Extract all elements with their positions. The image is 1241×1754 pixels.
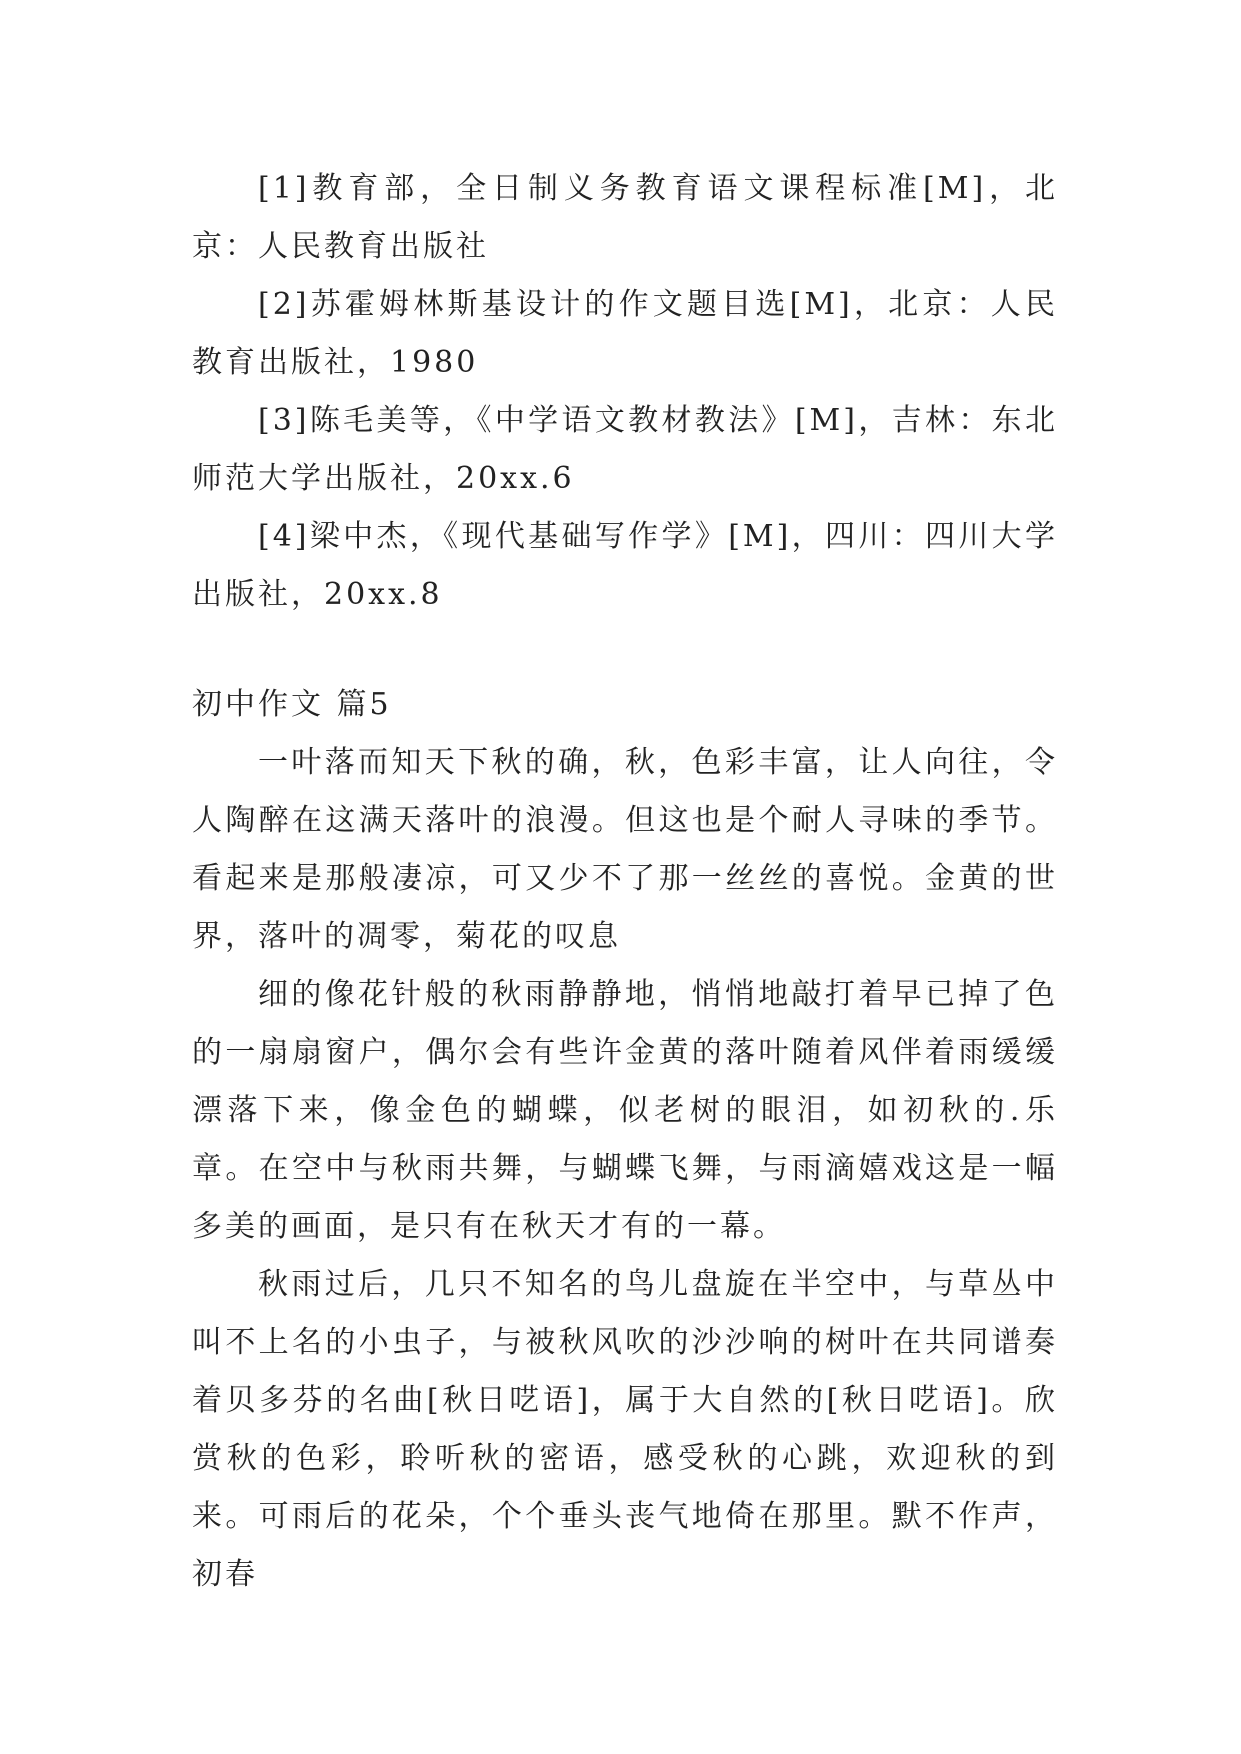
- essay-paragraph-1: 一叶落而知天下秋的确，秋，色彩丰富，让人向往，令人陶醉在这满天落叶的浪漫。但这也是个耐人寻味的季节。看起来是那般凄凉，可又少不了那一丝丝的喜悦。金黄的世界，落叶的凋零，菊花的叹息: [192, 745, 1058, 954]
- document-page: [192, 160, 1058, 1604]
- essay-paragraph-3: 秋雨过后，几只不知名的鸟儿盘旋在半空中，与草丛中叫不上名的小虫子，与被秋风吹的沙沙响的树叶在共同谱奏着贝多芬的名曲[秋日呓语]，属于大自然的[秋日呓语]。欣赏秋的色彩，聆听秋的密语，感受秋的心跳，欢迎秋的到来。可雨后的花朵，个个垂头丧气地倚在那里。默不作声，初春: [192, 1267, 1058, 1592]
- reference-1: [1]教育部，全日制义务教育语文课程标准[M]，北京：人民教育出版社: [192, 171, 1058, 264]
- reference-3: [3]陈毛美等，《中学语文教材教法》[M]，吉林：东北师范大学出版社，20xx.6: [192, 403, 1058, 496]
- essay-paragraph-2: 细的像花针般的秋雨静静地，悄悄地敲打着早已掉了色的一扇扇窗户，偶尔会有些许金黄的落叶随着风伴着雨缓缓漂落下来，像金色的蝴蝶，似老树的眼泪，如初秋的.乐章。在空中与秋雨共舞，与蝴蝶飞舞，与雨滴嬉戏这是一幅多美的画面，是只有在秋天才有的一幕。: [192, 977, 1058, 1244]
- section-title: 初中作文 篇5: [192, 687, 392, 722]
- reference-4: [4]梁中杰，《现代基础写作学》[M]，四川：四川大学出版社，20xx.8: [192, 519, 1058, 612]
- reference-2: [2]苏霍姆林斯基设计的作文题目选[M]，北京：人民教育出版社，1980: [192, 287, 1058, 380]
